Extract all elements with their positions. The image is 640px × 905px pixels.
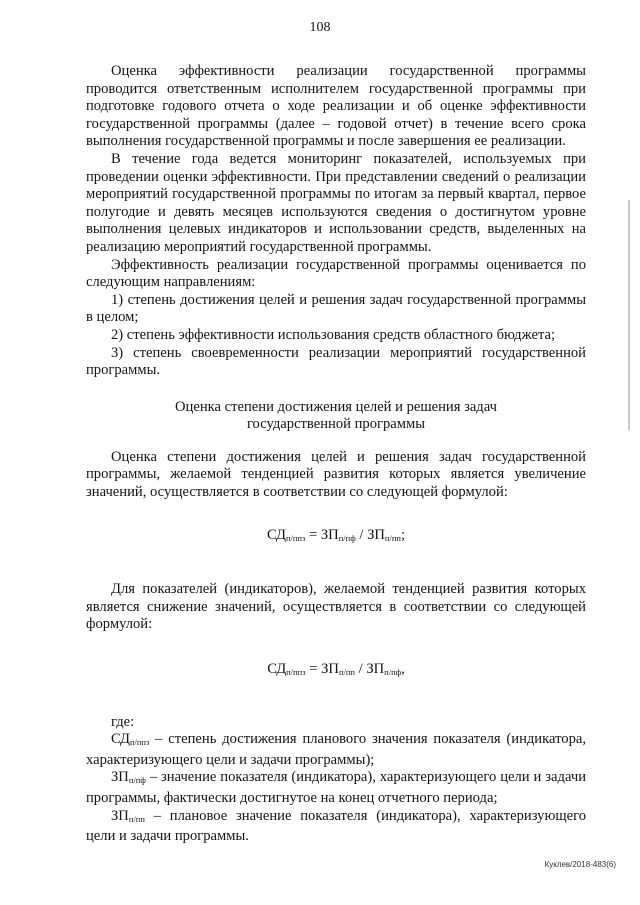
formula-numerator-subscript: п/пп	[338, 667, 355, 678]
definition-symbol: ЗП	[111, 769, 129, 786]
formula-divide: /	[355, 526, 368, 543]
formula-divide: /	[354, 661, 367, 678]
formula-denominator-subscript: п/пп	[384, 532, 401, 543]
formula-decrease	[86, 661, 586, 682]
formula-denominator: ЗП	[367, 526, 385, 543]
formula-terminator: ,	[401, 661, 405, 678]
paragraph-increase-trend: Оценка степени достижения целей и решения задач государственной программы, желаемой тенденцией развития которых является увеличение значений, осуществляется в соответствии со следующей формулой:	[86, 448, 586, 501]
paragraph-monitoring: В течение года ведется мониторинг показателей, используемых при проведении оценки эффективности. При представлении сведений о реализации мероприятий государственной программы по итогам за первый квартал, первое полугодие и девять месяцев используются сведения о достигнутом уровне выполнения целевых индикаторов и использовании средств, выделенных на реализацию мероприятий государственной программы.	[86, 150, 586, 255]
definition-zp-plan	[86, 808, 586, 846]
formula-terminator: ;	[400, 526, 405, 543]
formula-numerator: ЗП	[321, 661, 339, 678]
definition-text: – степень достижения планового значения показателя (индикатора, характеризующего цели и задачи программы);	[86, 731, 586, 768]
definition-text: – значение показателя (индикатора), характеризующего цели и задачи программы, фактически достигнутое на конец отчетного периода;	[86, 769, 586, 806]
formula-lhs-subscript: п/ппз	[286, 667, 306, 678]
section-heading-line-2: государственной программы	[246, 416, 426, 433]
formula-lhs: СД	[267, 661, 287, 678]
page-number: 108	[309, 20, 331, 35]
where-label: где:	[111, 713, 135, 730]
definition-sd	[86, 731, 586, 769]
paragraph-evaluation-intro: Оценка эффективности реализации государственной программы проводится ответственным исполнителем государственной программы при подготовке годового отчета о ходе реализации и об оценке эффективности государственной программы (далее – годовой отчет) в течение всего срока выполнения государственной программы и после завершения ее реализации.	[86, 63, 586, 150]
document-body	[86, 63, 586, 846]
list-item-direction-1: 1) степень достижения целей и решения задач государственной программы в целом;	[86, 291, 586, 326]
definition-symbol: СД	[111, 731, 130, 748]
definition-symbol-subscript: п/ппз	[129, 737, 150, 748]
definition-symbol-subscript: п/пп	[128, 813, 145, 824]
definition-text: – плановое значение показателя (индикатора), характеризующего цели и задачи программы.	[86, 807, 586, 845]
margin-scan-mark	[628, 200, 630, 430]
formula-equals: =	[305, 526, 321, 543]
formula-lhs-subscript: п/ппз	[285, 532, 306, 543]
section-heading-line-1: Оценка степени достижения целей и решения задач	[175, 398, 497, 415]
list-item-direction-2: 2) степень эффективности использования средств областного бюджета;	[111, 326, 556, 343]
formula-denominator: ЗП	[366, 661, 385, 678]
formula-denominator-subscript: п/пф	[384, 667, 402, 678]
section-heading	[86, 399, 586, 434]
formula-equals: =	[305, 661, 322, 678]
paragraph-directions-intro: Эффективность реализации государственной программы оценивается по следующим направлениям:	[86, 256, 586, 291]
list-item-direction-3: 3) степень своевременности реализации мероприятий государственной программы.	[86, 344, 586, 379]
definition-symbol: ЗП	[111, 807, 129, 824]
formula-lhs: СД	[267, 526, 286, 543]
paragraph-decrease-trend: Для показателей (индикаторов), желаемой тенденцией развития которых является снижение значений, осуществляется в соответствии со следующей формулой:	[86, 581, 586, 633]
formula-increase	[86, 527, 586, 548]
definition-zp-fact	[86, 769, 586, 807]
formula-numerator-subscript: п/пф	[338, 532, 356, 543]
formula-numerator: ЗП	[320, 526, 339, 543]
document-code: Куклев/2018-483(6)	[544, 860, 616, 869]
definition-symbol-subscript: п/пф	[128, 775, 146, 786]
